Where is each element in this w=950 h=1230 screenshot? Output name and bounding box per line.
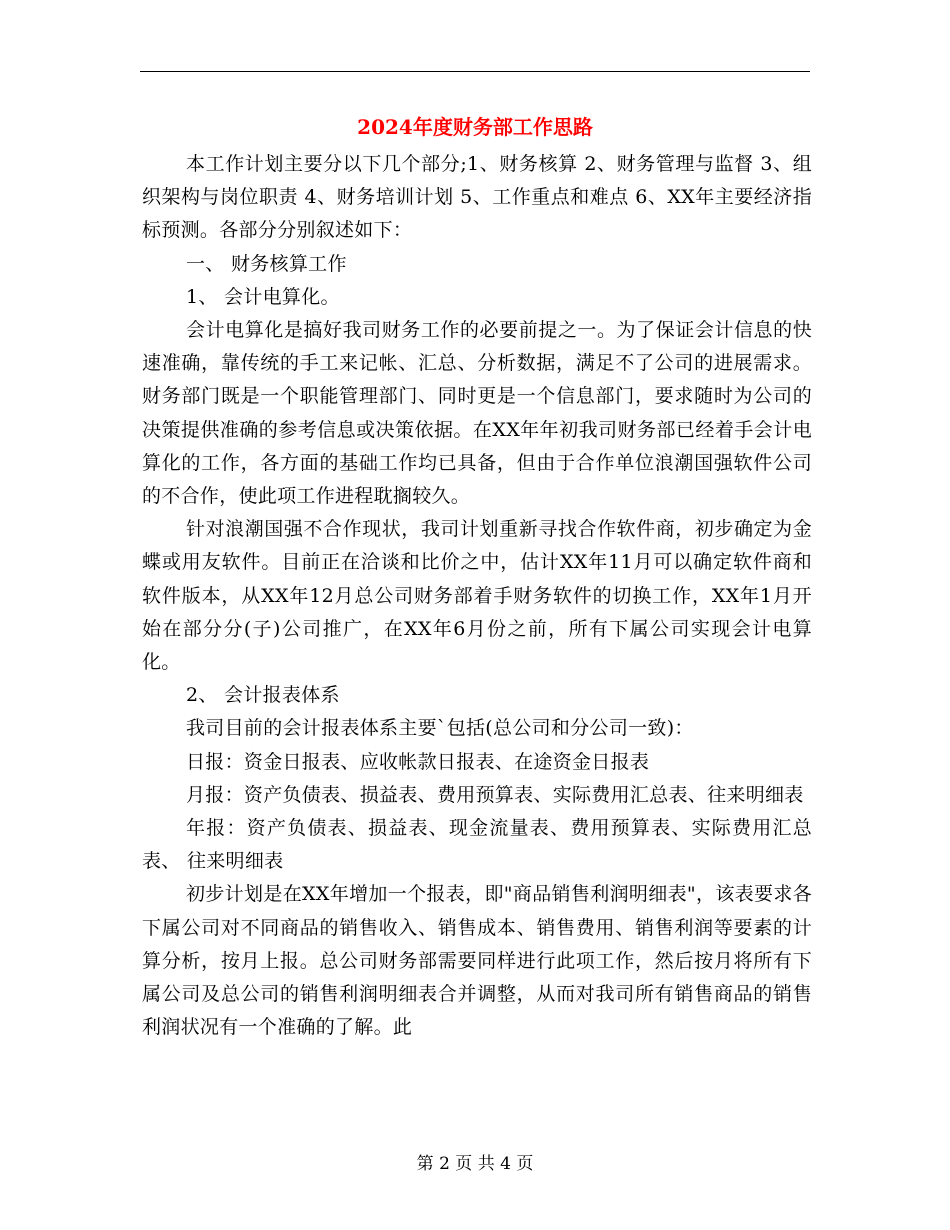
subsection-heading-computerization: 1、 会计电算化。 <box>186 285 340 308</box>
document-title: 2024年度财务部工作思路 <box>357 115 593 139</box>
subsection-heading-reports: 2、 会计报表体系 <box>186 684 340 707</box>
header-rule <box>140 71 810 72</box>
body-paragraph: 会计电算化是搞好我司财务工作的必要前提之一。为了保证会计信息的快速准确，靠传统的手工来记帐、汇总、分析数据，满足不了公司的进展需求。财务部门既是一个职能管理部门、同时更是一个信息部门，要求随时为公司的决策提供准确的参考信息或决策依据。在XX年年初我司财务部已经着手会计电算化的工作，各方面的基础工作均已具备，但由于合作单位浪潮国强软件公司的不合作，使此项工作进程耽搁较久。 <box>142 319 812 508</box>
body-paragraph: 针对浪潮国强不合作现状，我司计划重新寻找合作软件商，初步确定为金蝶或用友软件。目前正在洽谈和比价之中，估计XX年11月可以确定软件商和软件版本，从XX年12月总公司财务部着手财务软件的切换工作，XX年1月开始在部分分(子)公司推广，在XX年6月份之前，所有下属公司实现会计电算化。 <box>142 518 812 674</box>
section-heading-accounting: 一、 财务核算工作 <box>186 252 347 275</box>
intro-paragraph: 本工作计划主要分以下几个部分;1、财务核算 2、财务管理与监督 3、组织架构与岗位职责 4、财务培训计划 5、工作重点和难点 6、XX年主要经济指标预测。各部分分别叙述如下： <box>142 153 812 242</box>
annual-report-item: 年报：资产负债表、损益表、现金流量表、费用预算表、实际费用汇总表、 往来明细表 <box>142 817 812 873</box>
document-body <box>142 148 812 1044</box>
body-paragraph: 初步计划是在XX年增加一个报表，即"商品销售利润明细表"，该表要求各下属公司对不同商品的销售收入、销售成本、销售费用、销售利润等要素的计算分析，按月上报。总公司财务部需要同样进行此项工作，然后按月将所有下属公司及总公司的销售利润明细表合并调整，从而对我司所有销售商品的销售利润状况有一个准确的了解。此 <box>142 883 812 1039</box>
monthly-report-item: 月报：资产负债表、损益表、费用预算表、实际费用汇总表、往来明细表 <box>186 783 804 806</box>
body-paragraph: 我司目前的会计报表体系主要`包括(总公司和分公司一致)： <box>186 717 694 740</box>
page-number: 第 2 页 共 4 页 <box>416 1154 534 1174</box>
daily-report-item: 日报：资金日报表、应收帐款日报表、在途资金日报表 <box>186 750 650 773</box>
